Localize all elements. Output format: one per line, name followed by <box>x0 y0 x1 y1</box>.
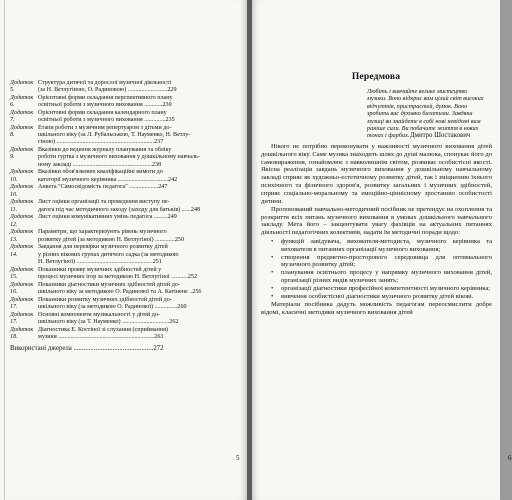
toc-entry-title <box>38 125 236 147</box>
toc-entry-label: Додаток 6. <box>10 95 34 109</box>
toc-entry-label: Додаток 17. <box>10 311 34 325</box>
toc-entry-title <box>38 110 236 124</box>
toc-entry-label: Додаток 7. <box>10 110 34 124</box>
toc-entry-line: процесі музичних ігор за методикою Н. Ветлугіної ...........252 <box>38 273 197 280</box>
page-edge <box>4 0 5 500</box>
toc-entry-line: категорії музичного керівника .................................242 <box>38 176 178 183</box>
bullet-icon: • <box>271 253 274 261</box>
toc-entry <box>10 184 236 198</box>
list-item-text: організації діагностики професійної компетентності музичного керівника; <box>281 284 491 292</box>
toc-entry <box>10 312 236 326</box>
toc-entry-title <box>38 199 236 213</box>
list-item-text: планування освітнього процесу у напрямку музичного виховання дітей, організації різних видів музичних занять; <box>281 269 492 285</box>
list-item-text: створення предметно-просторового середовища для оптимального музичного розвитку дітей; <box>281 253 492 269</box>
toc-entry-title <box>38 147 236 169</box>
list-item-text: функцій завідувача, вихователя-методиста, музичного керівника та вихователя в питаннях організації музичного виховання; <box>281 238 492 253</box>
toc-entry <box>10 282 236 296</box>
toc-entry-label: Додаток 13. <box>10 229 34 243</box>
right-page <box>252 0 512 500</box>
toc-entry <box>10 214 236 228</box>
toc-entry-label: Додаток 18. <box>10 326 34 340</box>
toc-entry <box>10 147 236 169</box>
list-item <box>271 293 492 301</box>
toc-entry-label: Додаток 15. <box>10 266 34 280</box>
toc-entry-line: ному закладі ....................................................238 <box>38 161 162 168</box>
toc-entry <box>10 80 236 94</box>
toc-entry-line: Показники діагностики музичних здібностей дітей до- <box>38 281 180 288</box>
toc-entry-line: Орієнтовні форми складання календарного плану <box>38 110 167 116</box>
table-of-contents <box>10 80 236 353</box>
toc-entry-line: Анкета "Самосвідомість педагога" ...................247 <box>38 184 168 191</box>
toc-entry-line: шкільного віку (за Т. Науменко) ...............................262 <box>38 318 179 325</box>
toc-entry-line: музики ...............................................................263 <box>38 333 164 340</box>
toc-entry-line: освітньої роботи з музичного виховання ............230 <box>38 102 172 109</box>
bullet-list <box>271 238 492 300</box>
left-page <box>0 0 247 500</box>
toc-entry-label: Додаток 9. <box>10 147 34 161</box>
toc-entry-line: Лист оцінки комунікативних умінь педагога .........249 <box>38 214 177 221</box>
epigraph: Любіть і вивчайте велике мистецтво музики. Воно відкриє вам цілий світ високих відчуттів, пристрастей, думок. Воно зробить вас духовно багатими. Завдяки музиці ви знайдете в собі нові невідомі вам раніше сили. Ви побачите життя в нових тонах і фарбах. <box>367 88 484 140</box>
toc-entry-title <box>38 184 236 198</box>
toc-entry-line: гіною) ................................................................237 <box>38 139 164 146</box>
toc-entry-line: Параметри, що характеризують рівень музичного <box>38 229 167 236</box>
paragraph: Нікого не потрібно переконувати у важливості музичного виховання дітей дошкільного віку. Саме музика знаходить шлях до душі малюка, спонукає його до самовираження, ознайомлює з навколишнім світом, розвиває особистісні якості. Якісна реалізація завдань музичного виховання у дошкільному навчальному закладі сприяє як художньо-естетичному розвитку дітей, так і зміцненню їхнього психічного та фізичного здоров'я, розвитку загальних і музичних здібностей, сприяє соціально-моральному та емоційно-ціннісному зростанню особистості дитини. <box>261 143 492 205</box>
toc-entry <box>10 229 236 243</box>
toc-entry <box>10 267 236 281</box>
toc-entry <box>10 327 236 341</box>
toc-entry-label: Додаток 10. <box>10 169 34 183</box>
toc-entry-title <box>38 244 236 266</box>
toc-entry-label: Додаток 14. <box>10 244 34 258</box>
toc-entry-line: у різних вікових групах дитячого садка (за методикою <box>38 251 179 258</box>
toc-entry-line: Вказівки до ведення журналу планування та обліку <box>38 147 172 154</box>
toc-entry-title <box>38 312 236 326</box>
toc-entry-label: Додаток 17. <box>10 296 34 310</box>
toc-entry-title <box>38 214 236 228</box>
toc-entry-title <box>38 297 236 311</box>
bullet-icon: • <box>271 292 274 300</box>
body-text <box>261 143 492 318</box>
toc-entry <box>10 297 236 311</box>
toc-entry-title <box>38 95 236 109</box>
toc-entry-line: Н. Ветлугіної) ..................................................251 <box>38 258 162 265</box>
list-item <box>271 254 492 270</box>
toc-entry-label: Додаток 11. <box>10 199 34 213</box>
toc-entry-line: Етапи роботи з музичним репертуаром з дітьми до- <box>38 125 172 131</box>
toc-entry-line: Завдання для перевірки музичного розвитку дітей <box>38 244 168 251</box>
toc-entry <box>10 125 236 147</box>
toc-entry-line: розвитку дітей (за методикою Н. Ветлугіної) .............250 <box>38 236 185 243</box>
toc-entry-line: Структура дитячої та дорослої музичної діяльності <box>38 80 172 86</box>
toc-entry-title <box>38 80 236 94</box>
toc-entry-line: освітньої роботи з музичного виховання ..............235 <box>38 117 175 124</box>
toc-entry <box>10 95 236 109</box>
list-item-text: вивчення особистісної діагностики музичного розвитку дітей вікові. <box>281 292 474 300</box>
toc-entry-line: дагога під час методичного заходу (заходу для батьків) ......248 <box>38 206 201 213</box>
page-heading: Передмова <box>351 72 401 82</box>
toc-entry-line: Показники прояву музичних здібностей дітей у <box>38 266 162 273</box>
toc-entry-label: Додаток 12. <box>10 214 34 228</box>
toc-entry-line: Вказівки обов'язкових кваліфікаційні вимоги до <box>38 169 163 176</box>
toc-entry-label: Додаток 16. <box>10 281 34 295</box>
toc-entry-line: роботи гуртка з музичного виховання у дошкільному навчаль- <box>38 154 200 161</box>
paragraph: Матеріали посібника дадуть можливість педагогам переосмислити добре відомі, класичні методики музичного виховання дітей <box>261 301 492 317</box>
toc-entry-title <box>38 229 236 243</box>
page-number-right: 6 <box>508 454 512 462</box>
toc-entry-line: шкільного віку за методикою О. Радинової та А. Катінене ..256 <box>38 288 202 295</box>
toc-entry-title <box>38 169 236 183</box>
toc-entry-line: Основні компоненти музикальності у дітей до- <box>38 311 160 318</box>
toc-entry-title <box>38 327 236 341</box>
toc-entry-line: Показники розвитку музичних здібностей дітей до- <box>38 296 172 303</box>
list-item <box>271 238 492 254</box>
toc-entry-line: Лист оцінки організації та проведення виступу пе- <box>38 199 170 206</box>
bullet-icon: • <box>271 238 274 246</box>
list-item <box>271 269 492 285</box>
paragraph: Пропонований навчально-методичний посібник не претендує на охоплення та розкриття всіх питань музичного виховання в умовах дошкільного навчального закладу. Мета його – закцентувати увагу фахівців на актуальних питаннях діяльності педагогічних колективів, надати їм методичні поради щодо: <box>261 205 492 237</box>
toc-entry <box>10 110 236 124</box>
toc-entry-line: (за Н. Ветлугіною, О. Радиновою) ..........................229 <box>38 87 177 94</box>
toc-entry-sources: Використані джерела ...............................................272 <box>10 345 164 353</box>
toc-entry-label: Додаток 10. <box>10 184 34 198</box>
toc-entry-line: Діагностика Е. Костіної зі слухання (сприймання) <box>38 326 168 333</box>
toc-entry <box>10 169 236 183</box>
toc-entry-title <box>38 267 236 281</box>
toc-entry-line: Орієнтовні форми складання перспективного плану <box>38 95 173 101</box>
bullet-icon: • <box>271 269 274 277</box>
toc-entry-line: шкільного віку (за методикою О. Радинової) ...............260 <box>38 303 187 310</box>
toc-entry-line: шкільного віку (за Л. Рубальською, Т. Науменко, Н. Ветлу- <box>38 132 191 139</box>
epigraph-author: Дмитро Шостакович <box>410 132 471 139</box>
toc-entry-label: Додаток 8. <box>10 125 34 139</box>
toc-entry-label: Додаток 5. <box>10 80 34 94</box>
list-item <box>271 285 492 293</box>
toc-entry-title <box>38 282 236 296</box>
bullet-icon: • <box>271 284 274 292</box>
toc-entry <box>10 244 236 266</box>
toc-entry <box>10 199 236 213</box>
page-number-left: 5 <box>236 454 240 462</box>
